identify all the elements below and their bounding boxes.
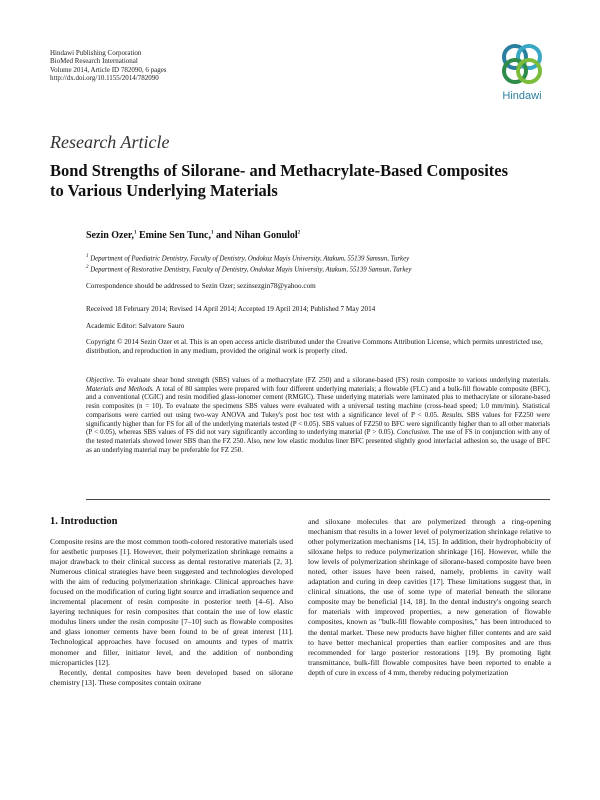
author-affiliation-mark: 1 bbox=[133, 230, 137, 236]
left-column bbox=[50, 537, 293, 688]
affiliation-mark: 1 bbox=[86, 254, 89, 259]
paragraph: Composite resins are the most common tooth-colored restorative materials used for aesthetic purposes [1]. However, their polymerization shrinkage remains a major drawback to their clinical success as dental restorative materials [2, 3]. Numerous clinical strategies have been suggested and technologies developed with the aim of reducing polymerization shrinkage. Clinical approaches have focused on the modification of curing light source and irradiation sequence and incremental placement of resin composite in posterior teeth [4–6]. Also layering techniques for resin composites that contain the use of low elastic modulus liners under the resin composite [7–10] such as flowable composites and glass ionomer cements have been found to be of great interest [11]. Technological approaches have focused on amounts and types of matrix monomer and filler, initiator level, and the addition of nonbonding microparticles [12]. bbox=[50, 537, 293, 667]
academic-editor: Academic Editor: Salvatore Sauro bbox=[86, 322, 185, 330]
abstract-methods-label: Materials and Methods. bbox=[86, 384, 154, 393]
author-affiliation-mark: 2 bbox=[297, 230, 301, 236]
abstract-methods: A total of 80 samples were prepared with four different underlying materials; a flowable (FLC) and a bulk-fill flowable composite (BFC), and a conventional (CGIC) and resin modified glass-ionomer cement (RMGIC). These underlying materials were laminated plus to methacrylate or silorane-based resin composites (n = 10). To evaluate the specimens SBS values were evaluated with a universal testing machine (cross-head speed; 1.0 mm/min). Statistical comparisons were carried out using two-way ANOVA and Tukey's post hoc test with a significance level of P < 0.05. bbox=[86, 384, 550, 419]
affiliation-2 bbox=[86, 265, 411, 273]
author-list bbox=[86, 230, 300, 241]
journal-header bbox=[50, 49, 167, 83]
section-heading-introduction: 1. Introduction bbox=[50, 516, 118, 527]
abstract bbox=[86, 376, 550, 454]
copyright-notice: Copyright © 2014 Sezin Ozer et al. This is an open access article distributed under the Creative Commons Attribution License, which permits unrestricted use, distribution, and reproduction in any medium, provided the original work is properly cited. bbox=[86, 338, 543, 355]
author-name: and Nihan Gonulol bbox=[215, 230, 298, 241]
abstract-objective: To evaluate shear bond strength (SBS) values of a methacrylate (FZ 250) and a silorane-based (FS) resin composite to various underlying materials. bbox=[117, 376, 551, 384]
paragraph: and siloxane molecules that are polymerized through a ring-opening mechanism that results in a lower level of polymerization shrinkage relative to other polymerization mechanisms [14, 15]. In addition, their hydrophobicity of siloxane helps to reduce polymerization shrinkage [16]. However, while the low levels of polymerization shrinkage of silorane-based composite have been noted, other issues have been raised, namely, problems in cavity wall adaptation and curing in deep cavities [17]. These limitations suggest that, in clinical situations, the use of some type of material beneath the silorane composite may be beneficial [14, 18]. In the dental industry's ongoing search for materials with improved properties, a new generation of flowable composites, known as "bulk-fill flowable composites," has been introduced to the dental market. These new products have higher filler contents and are said to have better mechanical properties than earlier composites and are thus recommended for large posterior restorations [19]. By promoting light transmittance, bulk-fill flowable composites have been reported to enable a depth of cure in excess of 4 mm, thereby reducing polymerization bbox=[308, 517, 551, 677]
hindawi-logo bbox=[496, 40, 548, 110]
author-affiliation-mark: 1 bbox=[210, 230, 214, 236]
author-name: Sezin Ozer, bbox=[86, 230, 134, 241]
abstract-results-label: Results. bbox=[441, 410, 464, 419]
author-name: Emine Sen Tunc, bbox=[138, 230, 211, 241]
journal-name: BioMed Research International bbox=[50, 57, 138, 66]
correspondence: Correspondence should be addressed to Sezin Ozer; sezinsezgin78@yahoo.com bbox=[86, 282, 316, 290]
volume-info: Volume 2014, Article ID 782090, 6 pages bbox=[50, 65, 167, 74]
affiliation-text: Department of Paediatric Dentistry, Faculty of Dentistry, Ondokuz Mayis University, Atakum, 55139 Samsun, Turkey bbox=[90, 255, 410, 263]
title-line-1: Bond Strengths of Silorane- and Methacrylate-Based Composites bbox=[50, 161, 509, 180]
abstract-conclusion-label: Conclusion. bbox=[396, 428, 431, 437]
abstract-results: SBS values for FZ250 were significantly higher than for FS for all of the underlying materials tested (P < 0.05). SBS values of FZ250 to BFC were significantly higher than to all other materials (P < 0.05), whereas SBS values of FS did not vary significantly according to underlying material (P > 0.05). bbox=[86, 410, 550, 437]
affiliation-text: Department of Restorative Dentistry, Faculty of Dentistry, Ondokuz Mayis University, Atakum, 55139 Samsun, Turkey bbox=[90, 266, 412, 274]
article-dates: Received 18 February 2014; Revised 14 April 2014; Accepted 19 April 2014; Published 7 May 2014 bbox=[86, 305, 376, 313]
paragraph: Recently, dental composites have been developed based on silorane chemistry [13]. These composites contain oxirane bbox=[50, 667, 293, 687]
title-line-2: to Various Underlying Materials bbox=[50, 181, 278, 200]
abstract-conclusion: The use of FS in conjunction with any of the tested materials showed lower SBS than the FZ 250. Also, new low elastic modulus liner BFC presented slightly good interfacial adhesion so, the usage of BFC as an underlying material may be preferable for FZ 250. bbox=[86, 428, 551, 454]
doi-link[interactable]: http://dx.doi.org/10.1155/2014/782090 bbox=[50, 74, 159, 83]
abstract-divider bbox=[86, 499, 550, 500]
article-type: Research Article bbox=[50, 132, 170, 152]
affiliation-1 bbox=[86, 254, 409, 262]
hindawi-rings-icon bbox=[496, 40, 548, 90]
affiliation-mark: 2 bbox=[86, 265, 89, 270]
right-column bbox=[308, 517, 551, 678]
abstract-objective-label: Objective. bbox=[86, 376, 115, 384]
hindawi-logo-text: Hindawi bbox=[502, 90, 542, 102]
publisher-name: Hindawi Publishing Corporation bbox=[50, 49, 142, 57]
paper-title bbox=[50, 161, 550, 201]
